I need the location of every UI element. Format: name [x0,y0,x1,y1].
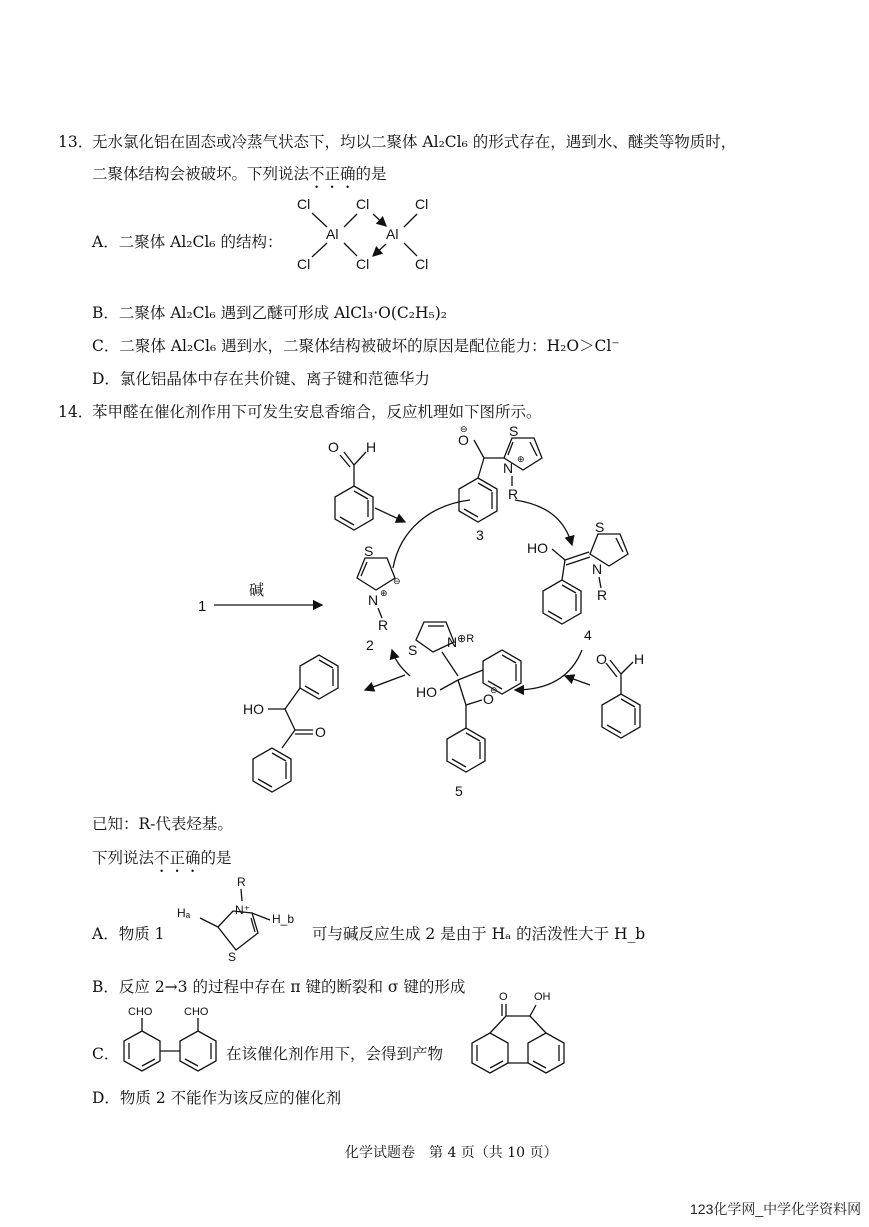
cl-atom-2: Cl [356,196,370,212]
q14-option-b: B．反应 2→3 的过程中存在 π 键的断裂和 σ 键的形成 [92,978,466,996]
reaction-scheme [198,423,644,799]
cl-atom-6: Cl [415,256,429,272]
q14-option-d: D．物质 2 不能作为该反应的催化剂 [92,1089,342,1107]
q14-option-a-text: 可与碱反应生成 2 是由于 Hₐ 的活泼性大于 H_b [312,925,646,943]
c4-r: R [597,587,608,603]
c4-s: S [595,519,605,535]
c2-n: N [368,592,379,608]
aldehyde-h-1: H [366,439,377,455]
q13-stem-text-a: 二聚体结构会被破坏。下列说法 [92,165,310,183]
c5-n: N [447,634,458,650]
page-footer: 化学试题卷 第 4 页（共 10 页） [345,1145,558,1161]
a-n: N⁺ [235,903,250,917]
a-ha: Hₐ [177,906,191,920]
al-atom-2: Al [386,226,399,242]
q14-number: 14． [58,403,94,421]
q14-option-c-text: 在该催化剂作用下，会得到产物 [226,1045,444,1063]
a-hb: H_b [272,912,295,926]
c-product-oh: OH [534,991,551,1003]
c5-nr: ⊕R [457,633,475,645]
q14-ask-b: 的是 [200,849,232,867]
al-atom-1: Al [326,226,339,242]
q14-known: 已知：R-代表烃基。 [92,815,233,833]
q14-c-product [472,991,564,1073]
q13-option-d: D．氯化铝晶体中存在共价键、离子键和范德华力 [92,370,430,388]
c5-s: S [408,642,418,658]
q14-a-thiazolium [177,875,294,964]
watermark: 123化学网_中学化学资料网 [690,1201,862,1217]
c2-r: R [378,617,389,633]
benzoin-o: O [315,724,326,740]
c3-n: N [503,460,514,476]
c2-plus: ⊕ [380,588,388,598]
q13-stem-line1: 无水氯化铝在固态或冷蒸气状态下，均以二聚体 Al₂Cl₆ 的形式存在，遇到水、醚类等物质时， [92,133,737,151]
q13-stem-emphasis: 不正确 [309,165,356,183]
q14-ask-a: 下列说法 [92,849,155,867]
c4-ho: HO [527,540,548,556]
c5-o: O [483,691,494,707]
c-cho-1: CHO [128,1006,153,1018]
cl-atom-4: Cl [297,256,311,272]
q14-ask-emphasis: 不正确 [154,849,201,867]
aldehyde-h-2: H [634,651,645,667]
c3-o: O [458,432,469,448]
c5-minus: ⊖ [490,685,498,695]
c3-minus: ⊖ [460,424,468,434]
c3-s: S [509,423,519,439]
c3-plus: ⊕ [517,454,525,464]
c2-minus: ⊖ [393,576,401,586]
q14-option-c-prefix: C． [92,1045,120,1063]
q14-c-biphenyl [124,1006,216,1071]
aldehyde-o-2: O [596,651,607,667]
base-label: 碱 [249,582,265,599]
cl-atom-3: Cl [415,196,429,212]
label-3: 3 [476,527,484,543]
a-s: S [228,950,237,964]
cl-atom-5: Cl [356,256,370,272]
c3-r: R [508,486,519,502]
q13-option-a: A．二聚体 Al₂Cl₆ 的结构： [92,233,283,251]
cl-atom-1: Cl [297,196,311,212]
c-product-o: O [499,991,508,1003]
label-5: 5 [455,783,463,799]
q13-number: 13． [58,133,94,151]
a-r: R [237,875,246,889]
label-4: 4 [584,627,592,643]
q13-option-c: C．二聚体 Al₂Cl₆ 遇到水，二聚体结构被破坏的原因是配位能力：H₂O＞Cl⁻ [92,337,620,355]
aldehyde-o-1: O [328,439,339,455]
c4-n: N [592,561,603,577]
benzoin-ho: HO [243,701,264,717]
q13-stem-text-b: 的是 [355,165,387,183]
q14-stem: 苯甲醛在催化剂作用下可发生安息香缩合，反应机理如下图所示。 [92,403,542,421]
q13-option-b: B．二聚体 Al₂Cl₆ 遇到乙醚可形成 AlCl₃·O(C₂H₅)₂ [92,304,447,322]
c5-ho: HO [416,684,437,700]
q14-option-a-prefix: A．物质 1 [92,925,165,943]
label-1: 1 [198,598,207,615]
c-cho-2: CHO [184,1006,209,1018]
al2cl6-structure [297,196,428,272]
label-2: 2 [366,637,374,653]
c2-s: S [364,543,374,559]
